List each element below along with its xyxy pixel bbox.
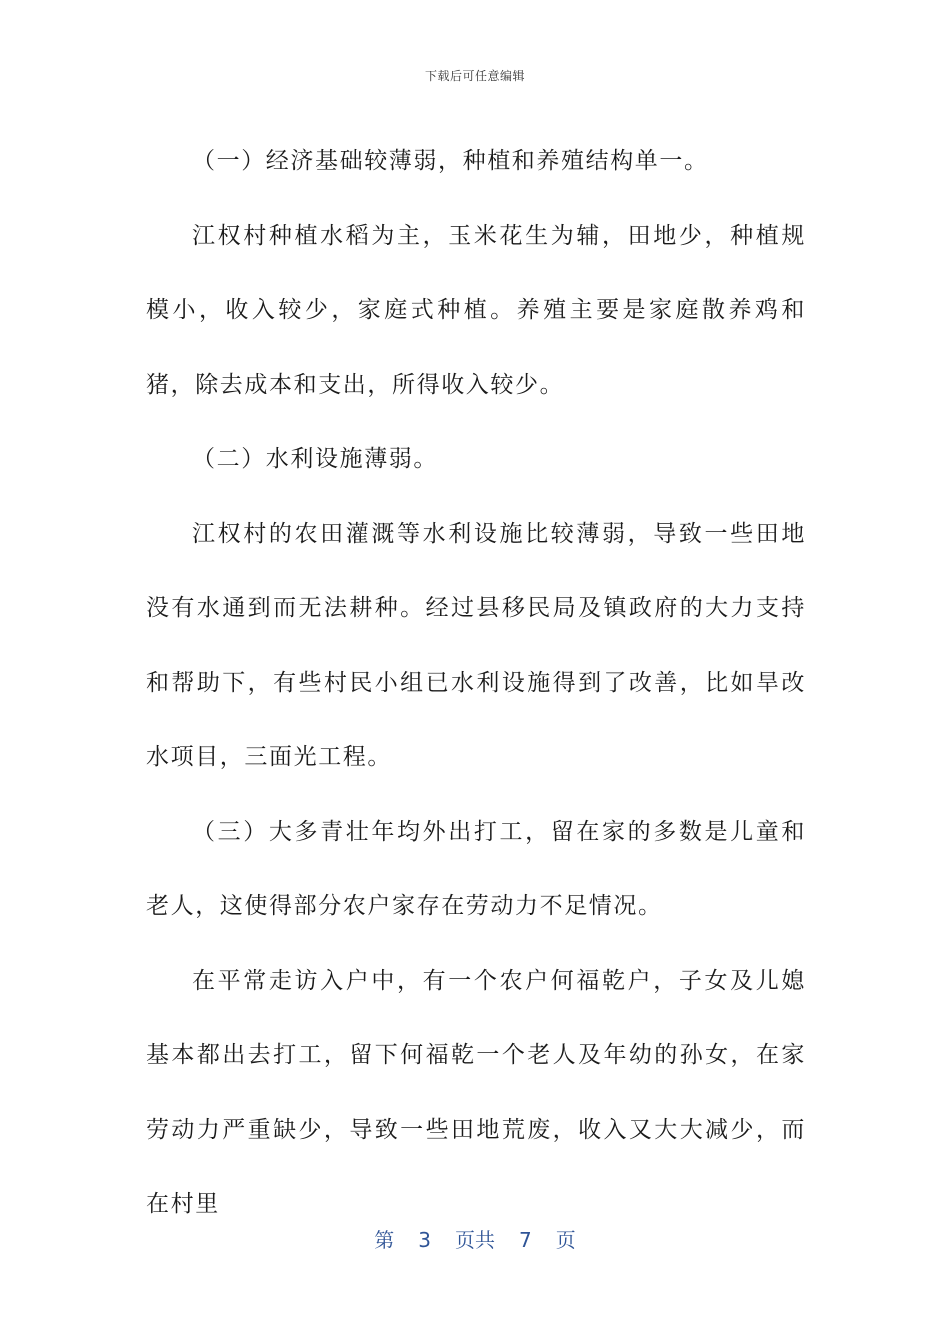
footer-prefix: 第	[374, 1228, 395, 1252]
footer-suffix: 页	[555, 1228, 576, 1252]
footer-middle: 页共	[455, 1228, 495, 1252]
paragraph-body-3: 在平常走访入户中，有一个农户何福乾户，子女及儿媳基本都出去打工，留下何福乾一个老人及年幼的孙女，在家劳动力严重缺少，导致一些田地荒废，收入又大大减少，而在村里	[146, 967, 806, 1217]
page-header-note: 下载后可任意编辑	[424, 69, 525, 83]
document-body	[146, 124, 806, 1242]
paragraph-heading-1: （一）经济基础较薄弱，种植和养殖结构单一。	[192, 148, 709, 174]
page-footer	[0, 1224, 950, 1253]
total-page-number: 7	[519, 1228, 532, 1252]
paragraph-body-2: 江权村的农田灌溉等水利设施比较薄弱，导致一些田地没有水通到而无法耕种。经过县移民局及镇政府的大力支持和帮助下，有些村民小组已水利设施得到了改善，比如旱改水项目，三面光工程。	[146, 520, 806, 770]
paragraph-body-1: 江权村种植水稻为主，玉米花生为辅，田地少，种植规模小，收入较少，家庭式种植。养殖主要是家庭散养鸡和猪，除去成本和支出，所得收入较少。	[146, 222, 806, 398]
current-page-number: 3	[418, 1228, 431, 1252]
paragraph-heading-2: （二）水利设施薄弱。	[192, 446, 438, 472]
paragraph-heading-3: （三）大多青壮年均外出打工，留在家的多数是儿童和老人，这使得部分农户家存在劳动力不足情况。	[146, 818, 806, 919]
